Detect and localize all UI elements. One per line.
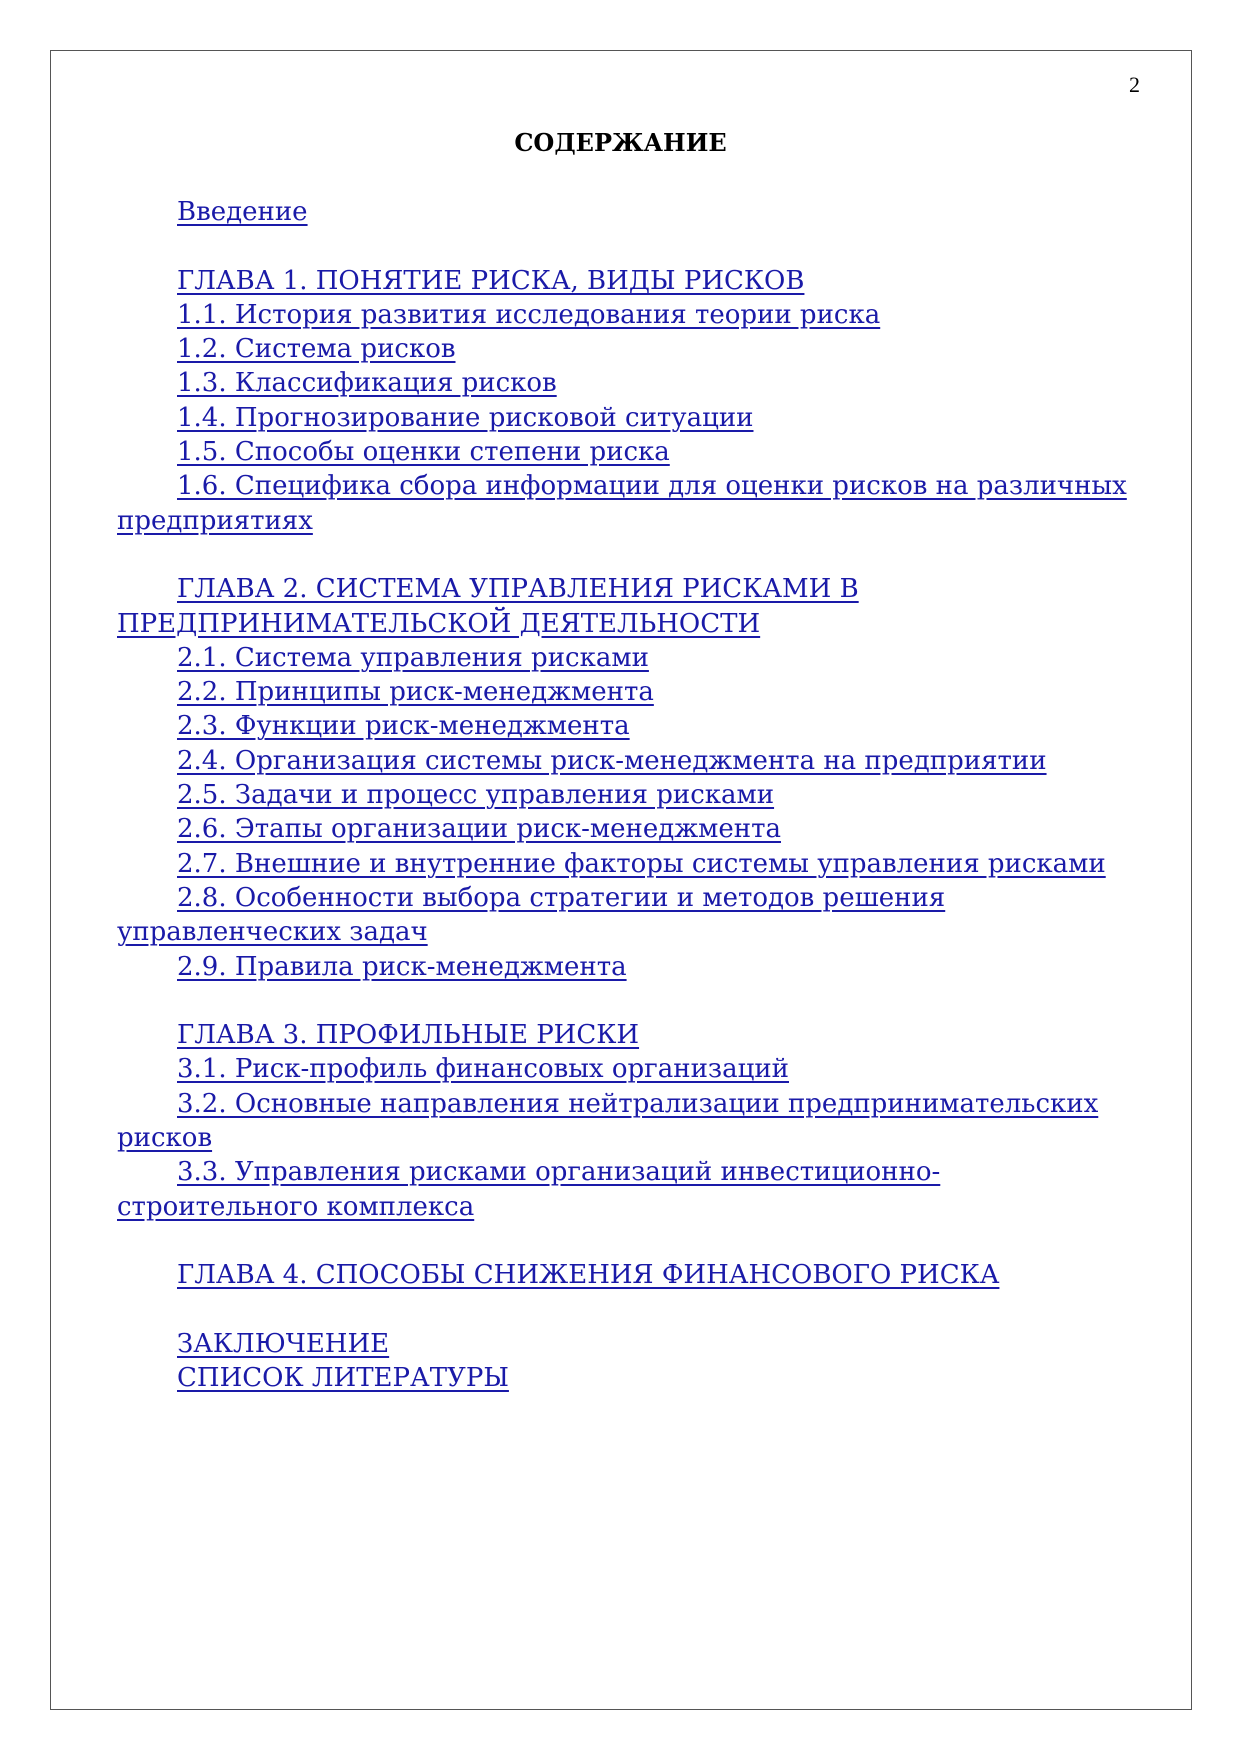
toc-entry-2-3 bbox=[117, 709, 1127, 743]
toc-spacer bbox=[117, 229, 1127, 263]
page-number: 2 bbox=[1129, 72, 1140, 97]
toc-entry-1-2 bbox=[117, 332, 1127, 366]
toc-entry-chapter-4 bbox=[117, 1258, 1127, 1292]
toc-spacer bbox=[117, 1224, 1127, 1258]
toc-entry-1-6 bbox=[117, 469, 1127, 538]
toc-link-chapter-1[interactable]: ГЛАВА 1. ПОНЯТИЕ РИСКА, ВИДЫ РИСКОВ bbox=[177, 265, 805, 296]
toc-link-2-7[interactable]: 2.7. Внешние и внутренние факторы системы управления рисками bbox=[177, 848, 1106, 879]
toc-link-introduction[interactable]: Введение bbox=[177, 197, 308, 227]
toc-link-2-1[interactable]: 2.1. Система управления рисками bbox=[177, 642, 649, 673]
toc-entry-chapter-3 bbox=[117, 1018, 1127, 1052]
toc-link-2-5[interactable]: 2.5. Задачи и процесс управления рисками bbox=[177, 780, 775, 811]
toc-link-2-9[interactable]: 2.9. Правила риск-менеджмента bbox=[177, 951, 627, 982]
toc-link-bibliography[interactable]: СПИСОК ЛИТЕРАТУРЫ bbox=[177, 1363, 509, 1394]
toc-entry-2-9 bbox=[117, 950, 1127, 984]
toc-link-2-2[interactable]: 2.2. Принципы риск-менеджмента bbox=[177, 677, 654, 708]
toc-link-2-4[interactable]: 2.4. Организация системы риск-менеджмента на предприятии bbox=[177, 745, 1047, 776]
toc-entry-3-3 bbox=[117, 1155, 1127, 1224]
toc-link-1-2[interactable]: 1.2. Система рисков bbox=[177, 334, 456, 365]
page-title: СОДЕРЖАНИЕ bbox=[514, 128, 727, 157]
toc-entry-conclusion bbox=[117, 1327, 1127, 1361]
toc-link-1-1[interactable]: 1.1. История развития исследования теории риска bbox=[177, 299, 881, 330]
toc-link-1-6[interactable]: 1.6. Специфика сбора информации для оценки рисков на различных предприятиях bbox=[117, 471, 1127, 536]
table-of-contents bbox=[117, 195, 1127, 1395]
toc-link-2-6[interactable]: 2.6. Этапы организации риск-менеджмента bbox=[177, 814, 781, 845]
toc-link-conclusion[interactable]: ЗАКЛЮЧЕНИЕ bbox=[177, 1328, 390, 1359]
toc-entry-2-2 bbox=[117, 675, 1127, 709]
toc-entry-2-4 bbox=[117, 744, 1127, 778]
toc-entry-2-1 bbox=[117, 641, 1127, 675]
toc-entry-2-5 bbox=[117, 778, 1127, 812]
toc-spacer bbox=[117, 984, 1127, 1018]
toc-link-chapter-4[interactable]: ГЛАВА 4. СПОСОБЫ СНИЖЕНИЯ ФИНАНСОВОГО РИСКА bbox=[177, 1260, 1000, 1291]
toc-link-1-4[interactable]: 1.4. Прогнозирование рисковой ситуации bbox=[177, 402, 754, 433]
toc-link-2-8[interactable]: 2.8. Особенности выбора стратегии и методов решения управленческих задач bbox=[117, 882, 946, 948]
toc-link-1-5[interactable]: 1.5. Способы оценки степени риска bbox=[177, 437, 670, 468]
toc-link-3-1[interactable]: 3.1. Риск-профиль финансовых организаций bbox=[177, 1054, 789, 1085]
toc-spacer bbox=[117, 1293, 1127, 1327]
toc-entry-1-3 bbox=[117, 366, 1127, 400]
toc-link-3-3[interactable]: 3.3. Управления рисками организаций инвестиционно-строительного комплекса bbox=[117, 1157, 941, 1222]
toc-link-chapter-2[interactable]: ГЛАВА 2. СИСТЕМА УПРАВЛЕНИЯ РИСКАМИ В ПРЕДПРИНИМАТЕЛЬСКОЙ ДЕЯТЕЛЬНОСТИ bbox=[117, 574, 859, 639]
toc-link-chapter-3[interactable]: ГЛАВА 3. ПРОФИЛЬНЫЕ РИСКИ bbox=[177, 1020, 640, 1051]
toc-entry-chapter-1 bbox=[117, 264, 1127, 298]
toc-entry-chapter-2 bbox=[117, 572, 1127, 641]
toc-link-1-3[interactable]: 1.3. Классификация рисков bbox=[177, 368, 557, 399]
toc-link-2-3[interactable]: 2.3. Функции риск-менеджмента bbox=[177, 711, 630, 742]
toc-entry-1-1 bbox=[117, 298, 1127, 332]
toc-entry-3-2 bbox=[117, 1087, 1127, 1156]
toc-entry-bibliography bbox=[117, 1361, 1127, 1395]
toc-spacer bbox=[117, 538, 1127, 572]
toc-entry-1-4 bbox=[117, 401, 1127, 435]
toc-entry-3-1 bbox=[117, 1052, 1127, 1086]
toc-entry-2-6 bbox=[117, 812, 1127, 846]
toc-entry-2-7 bbox=[117, 847, 1127, 881]
toc-entry-2-8 bbox=[117, 881, 1127, 950]
toc-link-3-2[interactable]: 3.2. Основные направления нейтрализации предпринимательских рисков bbox=[117, 1088, 1099, 1154]
toc-entry-1-5 bbox=[117, 435, 1127, 469]
toc-entry-introduction bbox=[117, 195, 1127, 229]
